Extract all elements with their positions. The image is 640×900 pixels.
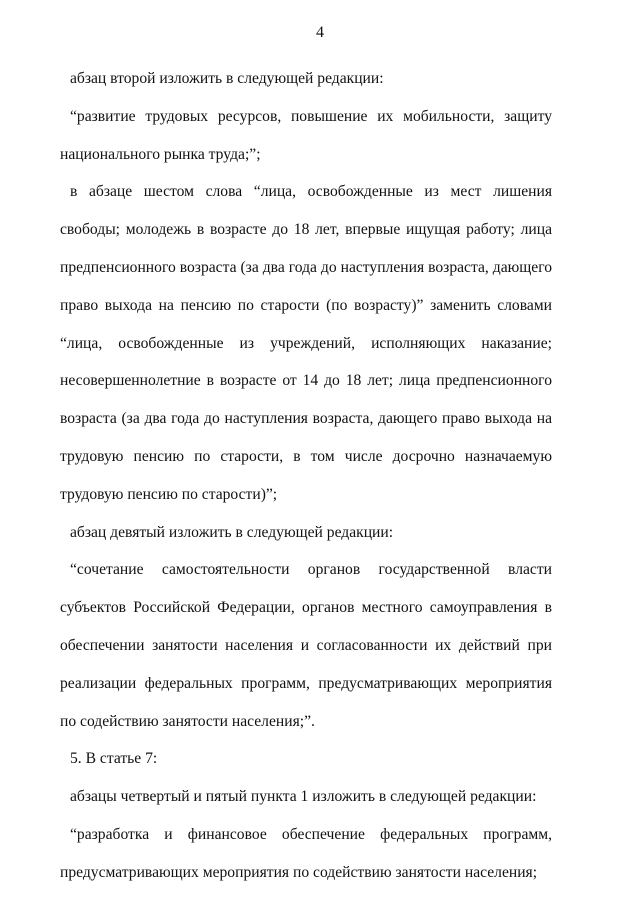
document-body [60, 60, 552, 892]
paragraph-1: абзац второй изложить в следующей редакции: [70, 70, 384, 87]
paragraph-2: “развитие трудовых ресурсов, повышение их мобильности, защиту национального рынка труда;”; [60, 107, 552, 163]
paragraph-6: 5. В статье 7: [70, 750, 158, 768]
paragraph-5: “сочетание самостоятельности органов государственной власти субъектов Российской Федерации, органов местного самоуправления в обеспечении занятости населения и согласованности их действий при реализации федеральных программ, предусматривающих мероприятия по содействию занятости населения;”. [60, 561, 552, 730]
paragraph-8: “разработка и финансовое обеспечение федеральных программ, предусматривающих мероприятия по содействию занятости населения; [60, 825, 552, 881]
paragraph-3: в абзаце шестом слова “лица, освобожденные из мест лишения свободы; молодежь в возрасте до 18 лет, впервые ищущая работу; лица предпенсионного возраста (за два года до наступления возраста, дающего право выхода на пенсию по старости (по возрасту)” заменить словами “лица, освобожденные из учреждений, исполняющих наказание; несовершеннолетние в возрасте от 14 до 18 лет; лица предпенсионного возраста (за два года до наступления возраста, дающего право выхода на трудовую пенсию по старости, в том числе досрочно назначаемую трудовую пенсию по старости)”; [60, 183, 552, 503]
page-number: 4 [316, 24, 324, 41]
paragraph-7: абзацы четвертый и пятый пункта 1 изложить в следующей редакции: [70, 788, 537, 806]
paragraph-4: абзац девятый изложить в следующей редакции: [70, 523, 394, 541]
